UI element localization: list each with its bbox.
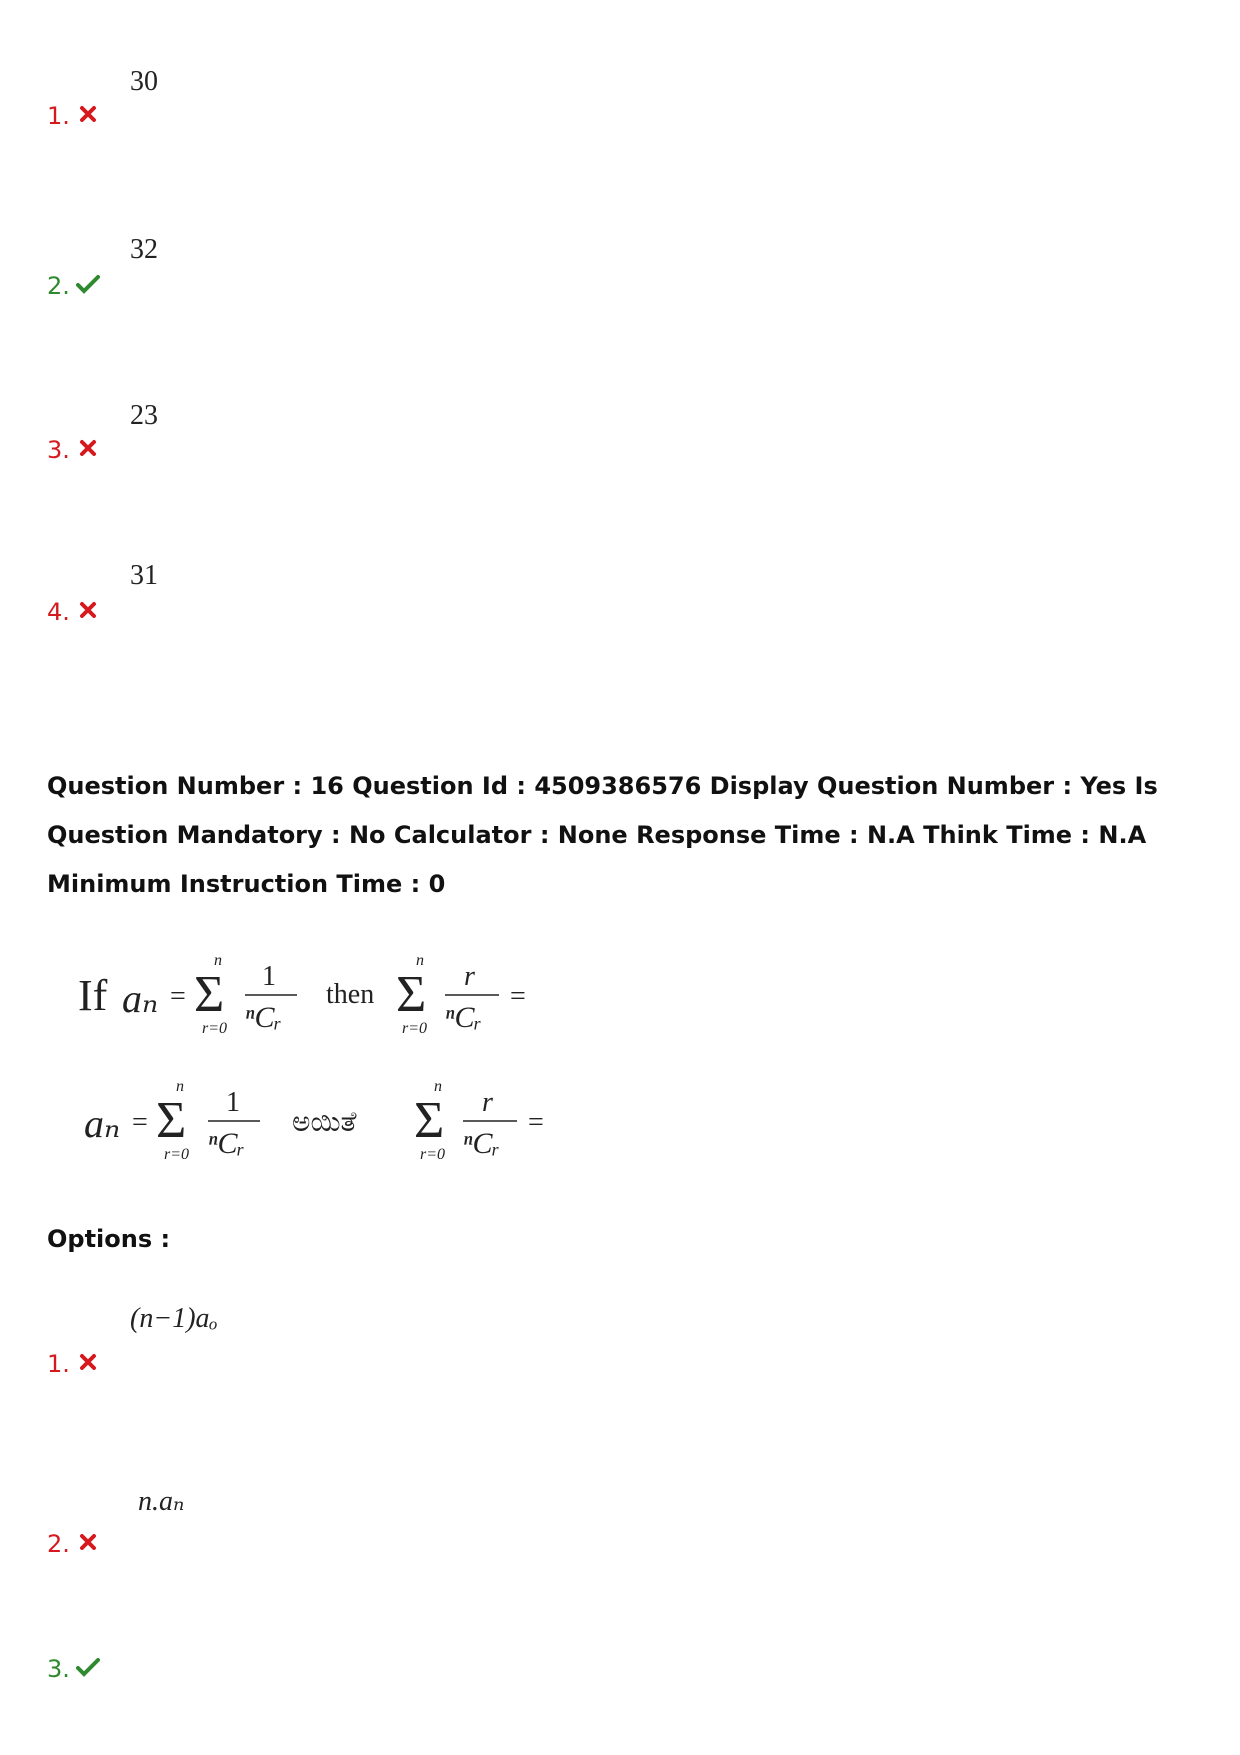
prev-option-3-value: 23 [130,400,158,431]
numerator-r-2: r [482,1087,493,1118]
equals-4: = [528,1107,544,1138]
wrong-mark-icon [78,1352,98,1372]
sigma-1: Σ [194,966,225,1023]
correct-mark-icon [76,1657,100,1677]
denominator-3: ⁿCᵣ [208,1127,245,1160]
if-word: If [78,971,108,1020]
option-2-value: n.aₙ [138,1486,185,1517]
options-label: Options : [47,1225,171,1253]
then-word: then [326,979,375,1010]
sigma-3: Σ [156,1092,187,1149]
prev-option-2-value: 32 [130,234,158,265]
wrong-mark-icon [78,600,98,620]
prev-option-1-number: 1. [47,102,70,130]
sum-upper-1: n [214,952,222,969]
wrong-mark-icon [78,438,98,458]
prev-option-2-number: 2. [47,272,70,300]
sigma-4: Σ [414,1092,445,1149]
denominator-4: ⁿCᵣ [463,1127,500,1160]
sum-lower-2: r=0 [402,1020,428,1037]
option-1-value: (n−1)aₒ [130,1303,218,1334]
sum-lower-4: r=0 [420,1146,446,1163]
sum-upper-4: n [434,1078,442,1095]
numerator-1: 1 [262,961,276,992]
option-1-number: 1. [47,1350,70,1378]
denominator-1: ⁿCᵣ [245,1001,282,1034]
correct-mark-icon [76,274,100,294]
sum-lower-3: r=0 [164,1146,190,1163]
lhs-a-n-2: aₙ [84,1101,121,1146]
prev-option-1-value: 30 [130,66,158,97]
option-2-number: 2. [47,1530,70,1558]
sum-upper-2: n [416,952,424,969]
equals-3: = [132,1107,148,1138]
prev-option-3-number: 3. [47,436,70,464]
question-metadata: Question Number : 16 Question Id : 4509386576 Display Question Number : Yes Is Question Mandatory : No Calculator : None Response Time : N.A Think Time : N.A Minimum Instruction Time : 0 [47,772,1158,898]
equals-2: = [510,981,526,1012]
equals-1: = [170,981,186,1012]
wrong-mark-icon [78,104,98,124]
prev-option-4-value: 31 [130,560,158,591]
denominator-2: ⁿCᵣ [445,1001,482,1034]
question-formula [70,945,590,1185]
lhs-a-n-1: aₙ [122,976,159,1021]
prev-option-4-number: 4. [47,598,70,626]
numerator-r-1: r [464,961,475,992]
numerator-2: 1 [226,1087,240,1118]
sum-upper-3: n [176,1078,184,1095]
sum-lower-1: r=0 [202,1020,228,1037]
wrong-mark-icon [78,1532,98,1552]
sigma-2: Σ [396,966,427,1023]
option-3-number: 3. [47,1655,70,1683]
kannada-then-word: ಅಯಿತೆ [292,1105,357,1138]
